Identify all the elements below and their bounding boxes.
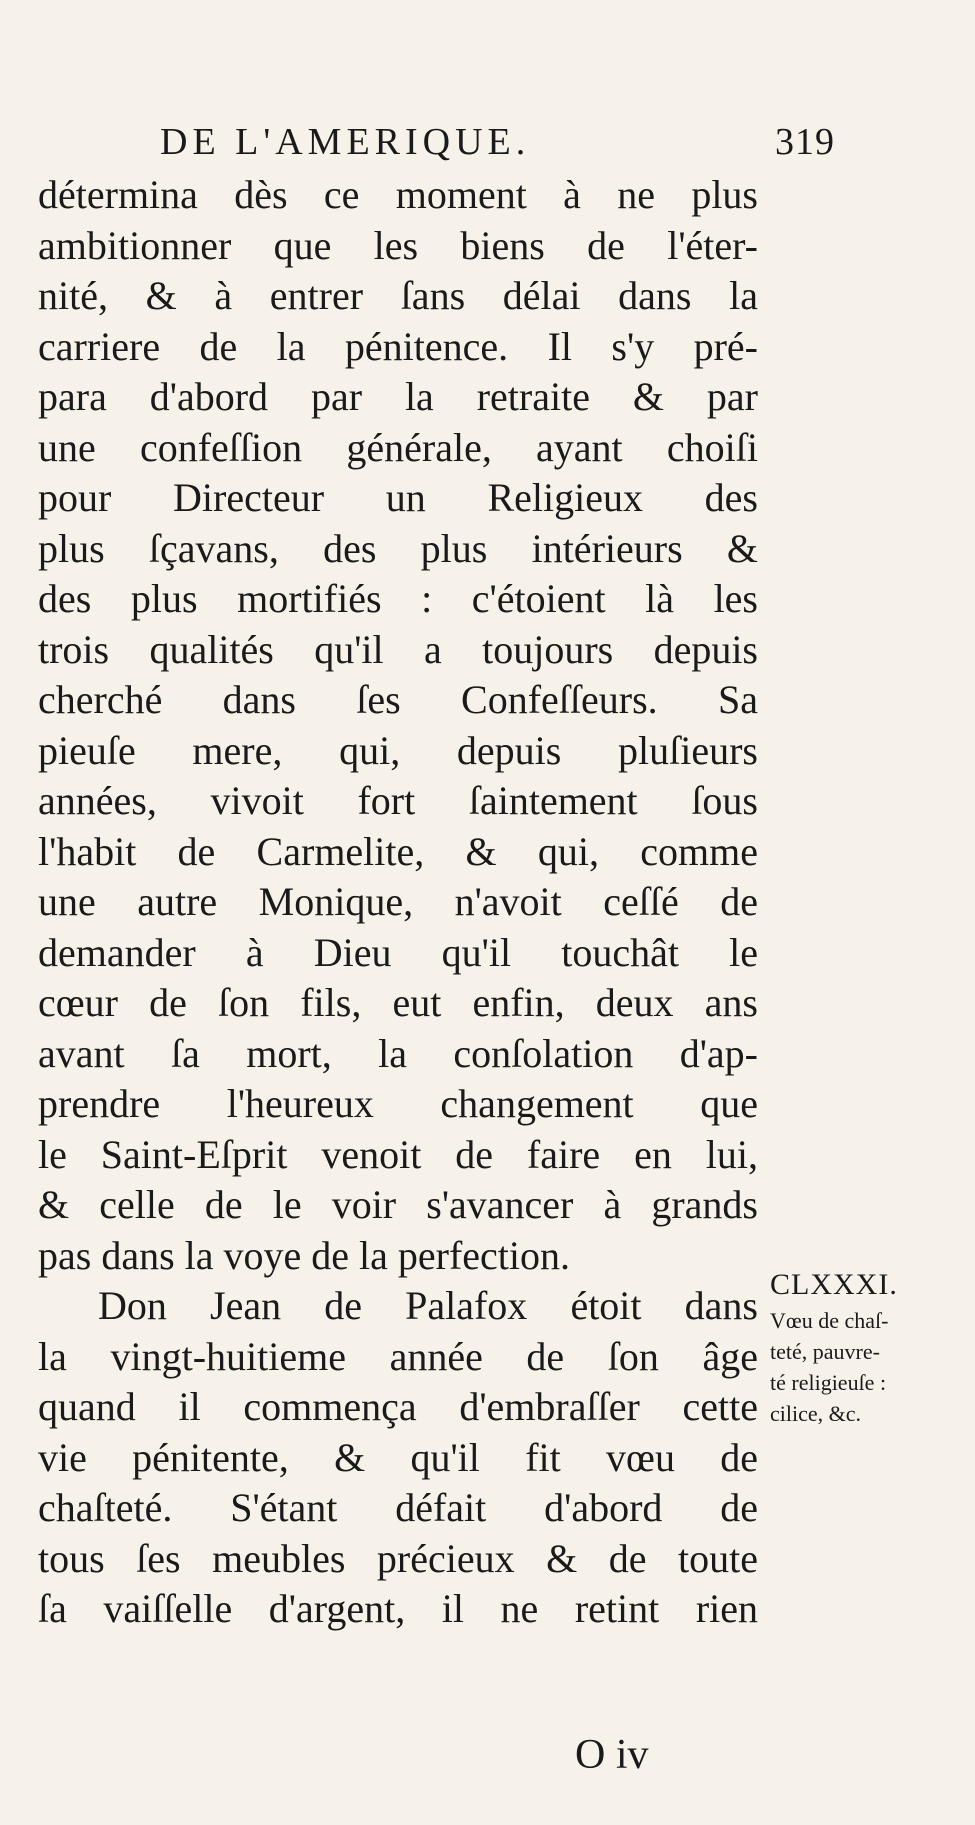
- text-line: demander à Dieu qu'il touchât le: [38, 929, 758, 975]
- margin-note-line: teté, pauvre-: [770, 1339, 880, 1364]
- text-line: avant ſa mort, la conſolation d'ap-: [38, 1030, 758, 1076]
- text-line: détermina dès ce moment à ne plus: [38, 172, 758, 217]
- margin-note-number: CLXXXI.: [770, 1268, 898, 1301]
- text-line: nité, & à entrer ſans délai dans la: [38, 273, 758, 318]
- running-title: DE L'AMERIQUE.: [160, 121, 531, 163]
- text-line: pas dans la voye de la perfection.: [38, 1232, 571, 1278]
- margin-note-line: Vœu de chaſ-: [770, 1308, 889, 1333]
- text-line: para d'abord par la retraite & par: [38, 374, 758, 419]
- text-line: cherché dans ſes Confeſſeurs. Sa: [38, 677, 758, 722]
- body-text: [38, 170, 758, 1635]
- text-line: la vingt-huitieme année de ſon âge: [38, 1333, 758, 1379]
- text-line: plus ſçavans, des plus intérieurs &: [38, 525, 758, 571]
- signature-mark: O iv: [575, 1732, 649, 1778]
- text-line: pour Directeur un Religieux des: [38, 475, 758, 520]
- text-line: trois qualités qu'il a toujours depuis: [38, 626, 758, 672]
- text-line: l'habit de Carmelite, & qui, comme: [38, 828, 758, 874]
- text-line: tous ſes meubles précieux & de toute: [38, 1535, 758, 1581]
- text-line: des plus mortifiés : c'étoient là les: [38, 576, 758, 621]
- page-number: 319: [775, 121, 835, 163]
- text-line: une confeſſion générale, ayant choiſi: [38, 424, 758, 470]
- text-line: une autre Monique, n'avoit ceſſé de: [38, 879, 758, 924]
- text-line: chaſteté. S'étant défait d'abord de: [38, 1485, 758, 1530]
- text-line: ſa vaiſſelle d'argent, il ne retint rien: [38, 1586, 758, 1631]
- text-line: prendre l'heureux changement que: [38, 1081, 758, 1126]
- margin-note: [770, 1265, 970, 1429]
- text-line: pieuſe mere, qui, depuis pluſieurs: [38, 727, 758, 773]
- text-line: Don Jean de Palafox étoit dans: [98, 1283, 758, 1328]
- margin-note-line: té religieuſe :: [770, 1370, 887, 1395]
- page-header: [160, 112, 840, 172]
- text-line: le Saint-Eſprit venoit de faire en lui,: [38, 1131, 758, 1177]
- text-line: ambitionner que les biens de l'éter-: [38, 222, 758, 268]
- text-line: carriere de la pénitence. Il s'y pré-: [38, 323, 758, 369]
- text-line: vie pénitente, & qu'il fit vœu de: [38, 1434, 758, 1480]
- text-line: & celle de le voir s'avancer à grands: [38, 1182, 758, 1227]
- margin-note-line: cilice, &c.: [770, 1401, 862, 1426]
- text-line: quand il commença d'embraſſer cette: [38, 1384, 758, 1429]
- text-line: cœur de ſon fils, eut enfin, deux ans: [38, 980, 758, 1025]
- text-line: années, vivoit fort ſaintement ſous: [38, 778, 758, 823]
